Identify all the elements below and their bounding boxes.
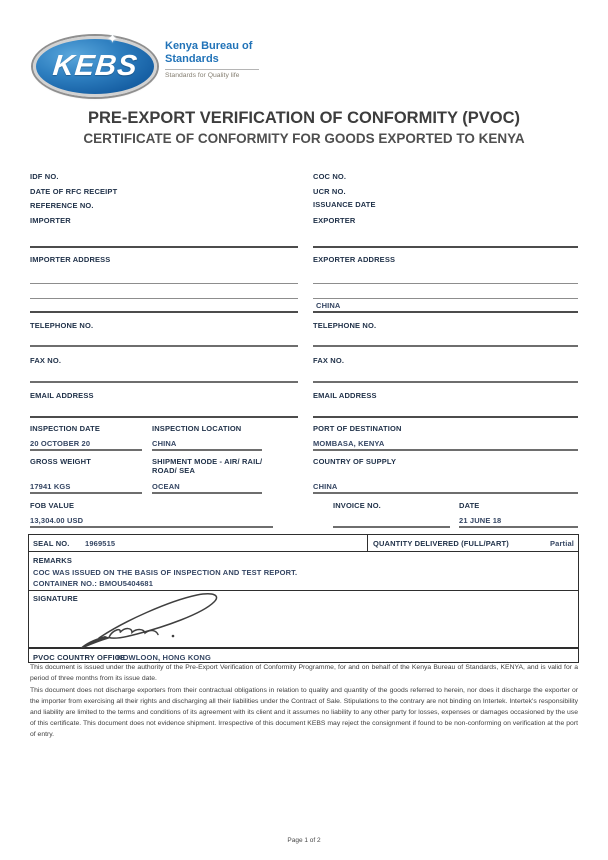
field-label-gross-weight: GROSS WEIGHT xyxy=(30,457,91,466)
sparkle-icon: ✦ xyxy=(107,31,118,46)
field-label-invoice-no: INVOICE NO. xyxy=(333,501,381,510)
kebs-logo-acronym: KEBS xyxy=(51,50,140,82)
field-label-ucr-no: UCR NO. xyxy=(313,187,346,196)
section-divider-line xyxy=(30,416,298,418)
field-label-fob-value: FOB VALUE xyxy=(30,501,75,510)
field-underline xyxy=(30,492,142,494)
field-value-port-of-destination: MOMBASA, KENYA xyxy=(313,439,385,448)
field-label-signature: SIGNATURE xyxy=(33,594,78,603)
field-label-date-of-rfc-receipt: DATE OF RFC RECEIPT xyxy=(30,187,118,196)
field-label-country-of-supply: COUNTRY OF SUPPLY xyxy=(313,457,397,466)
field-underline xyxy=(313,449,578,451)
field-label-telephone-exporter: TELEPHONE NO. xyxy=(313,321,377,330)
field-label-email-importer: EMAIL ADDRESS xyxy=(30,391,94,400)
legal-paragraph-2: This document does not discharge exporters from their contractual obligations in relation to quality and quantity of the goods referred to herein, nor does it discharge the exporter or the importer from exercising all their rights and discharging all their liabilities under the Contract of Sale. Stipulations to the contrary are not binding on Intertek. Intertek's responsibility and liability are limited to the terms and conditions of its agreement with its client and it assumes no liability to any other party for losses, expenses or damages occasioned by the use of this certificate. This document does not evidence shipment. Irrespective of this document KEBS may reject the consignment if found to be non-conforming on verification at the port of entry. xyxy=(30,687,578,738)
field-underline xyxy=(152,492,262,494)
org-name-line1: Kenya Bureau of xyxy=(165,40,253,52)
field-label-exporter: EXPORTER xyxy=(313,216,356,225)
field-label-quantity-delivered: QUANTITY DELIVERED (FULL/PART) xyxy=(373,539,509,548)
field-value-country-of-supply: CHINA xyxy=(313,482,338,491)
field-value-exporter-country: CHINA xyxy=(316,301,341,310)
field-value-shipment-mode: OCEAN xyxy=(152,482,180,491)
field-label-port-of-destination: PORT OF DESTINATION xyxy=(313,424,402,433)
field-underline xyxy=(30,381,298,383)
org-tagline: Standards for Quality life xyxy=(165,69,259,79)
field-label-shipment-mode: SHIPMENT MODE - AIR/ RAIL/ ROAD/ SEA xyxy=(152,457,263,475)
field-label-email-exporter: EMAIL ADDRESS xyxy=(313,391,377,400)
table-row-divider xyxy=(29,551,578,552)
field-label-reference-no: REFERENCE NO. xyxy=(30,201,94,210)
field-underline xyxy=(30,283,298,284)
field-value-invoice-date: 21 JUNE 18 xyxy=(459,516,502,525)
document-title: PRE-EXPORT VERIFICATION OF CONFORMITY (PVOC) xyxy=(87,109,521,127)
section-divider-line xyxy=(30,246,298,248)
field-label-telephone-importer: TELEPHONE NO. xyxy=(30,321,94,330)
field-underline xyxy=(313,283,578,284)
field-value-inspection-date: 20 OCTOBER 20 xyxy=(30,439,91,448)
table-cell-divider xyxy=(367,535,368,551)
field-label-inspection-location: INSPECTION LOCATION xyxy=(152,424,242,433)
field-underline xyxy=(459,526,578,528)
field-underline xyxy=(152,449,262,451)
field-label-pvoc-country-office: PVOC COUNTRY OFFICE xyxy=(33,653,126,662)
certificate-lower-table xyxy=(28,534,579,663)
field-value-fob-value: 13,304.00 USD xyxy=(30,516,84,525)
handwritten-signature xyxy=(69,590,259,648)
field-label-fax-exporter: FAX NO. xyxy=(313,356,345,365)
field-label-fax-importer: FAX NO. xyxy=(30,356,62,365)
kebs-logo-text xyxy=(165,40,259,79)
field-label-coc-no: COC NO. xyxy=(313,172,347,181)
field-value-pvoc-country-office: KOWLOON, HONG KONG xyxy=(117,653,211,662)
field-underline xyxy=(30,526,273,528)
field-label-remarks: REMARKS xyxy=(33,556,72,565)
field-label-idf-no: IDF NO. xyxy=(30,172,59,181)
field-label-inspection-date: INSPECTION DATE xyxy=(30,424,101,433)
field-value-inspection-location: CHINA xyxy=(152,439,177,448)
field-label-importer-address: IMPORTER ADDRESS xyxy=(30,255,111,264)
field-underline xyxy=(30,298,298,299)
page-number: Page 1 of 2 xyxy=(287,837,321,844)
section-divider-line xyxy=(313,246,578,248)
field-label-exporter-address: EXPORTER ADDRESS xyxy=(313,255,396,264)
field-value-seal-no: 1969515 xyxy=(85,539,116,548)
kebs-logo xyxy=(33,31,353,96)
kebs-logo-ellipse xyxy=(33,36,157,97)
field-value-quantity-delivered: Partial xyxy=(550,539,574,548)
remarks-line-2: CONTAINER NO.: BMOU5404681 xyxy=(33,579,154,588)
field-underline xyxy=(313,298,578,299)
field-underline xyxy=(313,345,578,347)
field-underline xyxy=(30,345,298,347)
remarks-line-1: COC WAS ISSUED ON THE BASIS OF INSPECTION AND TEST REPORT. xyxy=(33,568,298,577)
section-divider-line xyxy=(30,311,298,313)
field-value-gross-weight: 17941 KGS xyxy=(30,482,71,491)
field-underline xyxy=(333,526,450,528)
field-underline xyxy=(30,449,142,451)
field-underline xyxy=(313,492,578,494)
field-label-invoice-date: DATE xyxy=(459,501,480,510)
field-label-importer: IMPORTER xyxy=(30,216,71,225)
field-underline xyxy=(313,381,578,383)
section-divider-line xyxy=(313,416,578,418)
section-divider-line xyxy=(313,311,578,313)
field-label-issuance-date: ISSUANCE DATE xyxy=(313,200,376,209)
document-subtitle: CERTIFICATE OF CONFORMITY FOR GOODS EXPORTED TO KENYA xyxy=(83,131,525,146)
org-name-line2: Standards xyxy=(165,53,219,65)
field-label-seal-no: SEAL NO. xyxy=(33,539,70,548)
legal-paragraph-1: This document is issued under the authority of the Pre-Export Verification of Conformity Programme, for and on behalf of the Kenya Bureau of Standards, KENYA, and is valid for a period of three months from its issue date. xyxy=(30,664,578,682)
